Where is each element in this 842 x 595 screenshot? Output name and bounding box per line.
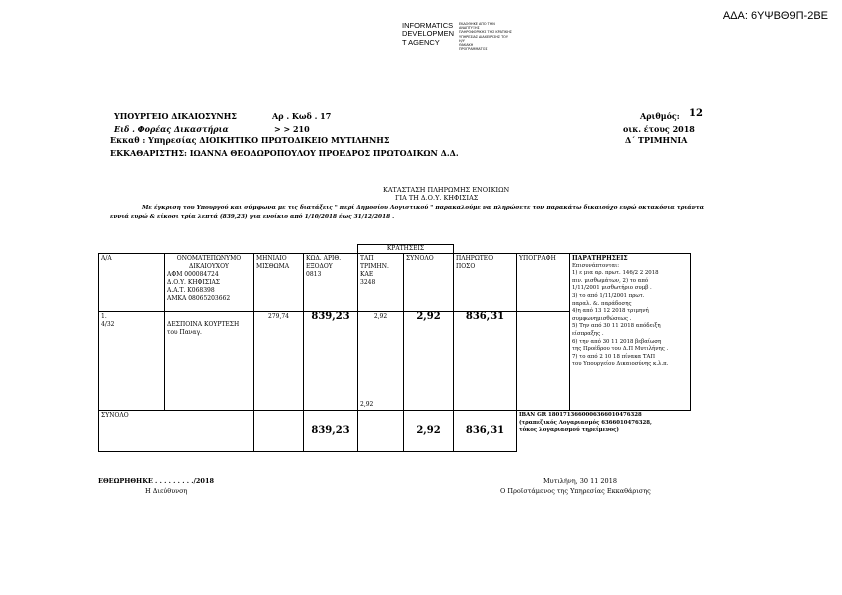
totals-monthly (254, 411, 304, 452)
remark-line: 1) ε μια αρ. πρωτ. 146/2 2 2018 (572, 270, 659, 277)
directorate-label: Η Διεύθυνση (145, 487, 188, 495)
remark-line: Επισυνάπτονται: (572, 262, 620, 269)
row-tap (358, 312, 404, 411)
col-total-header: ΣΥΝΟΛΟ (404, 254, 454, 312)
intro-line-1: Με έγκριση του Υπουργού και σύμφωνα με τις διατάξεις " περί Δημοσίου Λογιστικού " παρακαλούμε να πληρώσετε τον παρακάτω δικαιούχο ευρώ οκτακόσια τριάντα (142, 205, 705, 211)
row-name (165, 312, 254, 411)
number-value: 12 (689, 108, 703, 119)
beneficiary-amka: ΑΜΚΑ 08065203662 (167, 295, 231, 302)
remarks-cell (570, 254, 691, 411)
col-code-number: 0813 (306, 271, 322, 278)
code-label: Αρ . Κωδ . 17 (272, 111, 332, 121)
number-label: Αριθμός: (640, 111, 680, 121)
col-payable-header: ΠΛΗΡΩΤΕΟ ΠΟΣΟ (454, 254, 517, 312)
row-tap-bottom: 2,92 (360, 401, 374, 408)
intro-line-2: εννιά ευρώ & είκοσι τρία λεπτά (839,23) για ενοίκιο από 1/10/2018 έως 31/12/2018 . (110, 214, 395, 220)
totals-payable: 836,31 (454, 411, 517, 452)
beneficiary-id: Α.Α.Τ. Κ068398 (167, 287, 215, 294)
remark-line: παραλ. &. παράδοσης (572, 300, 632, 307)
verified-label: ΕΘΕΩΡΗΘΗΚΕ . . . . . . . . ./2018 (98, 477, 214, 485)
remark-line: 3) το από 1/11/2001 πρωτ. (572, 292, 645, 299)
remark-line: πιν. μισθωμάτων, 2) το από (572, 277, 649, 284)
col-tap-header (358, 254, 404, 312)
head-signature-label: Ο Προϊστάμενος της Υπηρεσίας Εκκαθάρισης (500, 487, 651, 495)
payment-table (98, 244, 691, 452)
logo-fine-line: ΠΡΟΓΡΑΜΜΑΤΟΣ (459, 47, 488, 52)
col-tap-number: 3248 (360, 279, 376, 286)
iban-line: τόκος λογαριασμού τηρείμενος) (519, 427, 619, 434)
fiscal-year: οικ. έτους 2018 (623, 124, 695, 134)
totals-amount: 839,23 (304, 411, 358, 452)
col-signature-header: ΥΠΟΓΡΑΦΗ (517, 254, 570, 312)
agency-logo (402, 22, 454, 47)
remark-line: 6) την από 30 11 2018 βεβαίωση (572, 338, 662, 345)
logo-line-3: T AGENCY (402, 37, 440, 47)
beneficiary-afm: ΑΦΜ 000084724 (167, 271, 219, 278)
logo-fine-line: ΕΚΔΟΘΗΚΕ ΑΠΟ ΤΗΝ (459, 22, 495, 26)
logo-fine-line: ΠΛΗΡΟΦΟΡΙΚΗΣ ΤΗΣ ΚΡΑΤΙΚΗΣ (459, 30, 512, 35)
remark-line: 7) το από 2 10 18 πίνακα ΤΑΠ (572, 353, 656, 360)
quarter: Δ΄ ΤΡΙΜΗΝΙΑ (625, 135, 688, 145)
row-aa (99, 312, 165, 411)
totals-row (99, 411, 691, 452)
row-total: 2,92 (404, 312, 454, 411)
row-signature (517, 312, 570, 411)
remark-line: του Υπουργείου Δικαιοσύνης κ.λ.π. (572, 361, 669, 368)
col-aa-header: Α/Α (99, 254, 165, 312)
remark-line: της Προέδρου του Δ.Π Μυτιλήνης . (572, 346, 669, 353)
logo-fine-line: ΥΠΗΡΕΣΙΑΣ ΔΙΑΧΕΙΡΙΣΗΣ ΤΟΥ (459, 34, 508, 39)
logo-fine-line: ΘΑΚΑΚΗ (459, 43, 474, 48)
carrier-range: > > 210 (274, 124, 310, 134)
totals-label-cell (99, 411, 254, 452)
special-carrier: Ειδ . Φορέας Δικαστήρια (114, 124, 229, 134)
col-code-title: ΚΩΔ. ΑΡΙΘ. ΕΞΟΔΟΥ (306, 255, 342, 270)
place-date: Μυτιλήνη, 30 11 2018 (543, 477, 617, 485)
iban-cell (517, 411, 691, 452)
totals-total: 2,92 (404, 411, 454, 452)
totals-label: ΣΥΝΟΛΟ (101, 412, 129, 419)
beneficiary-name: ΔΕΣΠΟΙΝΑ ΚΟΥΡΤΕΣΗ του Παναγ. (167, 321, 240, 336)
service-name: Εκκαθ : Υπηρεσίας ΔΙΟΙΚΗΤΙΚΟ ΠΡΩΤΟΔΙΚΕΙΟ ΜΥΤΙΛΗΝΗΣ (110, 135, 390, 145)
row-amount: 839,23 (304, 312, 358, 411)
totals-tap (358, 411, 404, 452)
logo-line-1: INFORMATICS (402, 21, 454, 30)
logo-line-2: DEVELOPMEN (402, 29, 455, 39)
row-aa-sub: 4/32 (101, 321, 115, 328)
iban-line: IBAN GR 1801713660006366010476328 (519, 412, 642, 418)
logo-fine-line: Η/Υ (459, 38, 465, 43)
ministry-name: ΥΠΟΥΡΓΕΙΟ ΔΙΚΑΙΟΣΥΝΗΣ (114, 111, 237, 121)
beneficiary-doy: Δ.Ο.Υ. ΚΗΦΙΣΙΑΣ (167, 279, 221, 286)
ada-code: ΑΔΑ: 6ΥΨΒΘ9Π-2ΒΕ (722, 10, 828, 22)
document-subtitle: ΓΙΑ ΤΗ Δ.Ο.Υ. ΚΗΦΙΣΙΑΣ (395, 194, 479, 202)
row-tap-value: 2,92 (373, 313, 388, 320)
col-monthly-header: ΜΗΝΙΑΙΟ ΜΙΣΘΩΜΑ (254, 254, 304, 312)
remark-line: είσπραξης . (572, 330, 604, 337)
col-tap-title: ΤΑΠ ΤΡΙΜΗΝ. ΚΑΕ (360, 255, 389, 278)
iban-line: (τραπεζικός Λογαριασμός 6366010476328, (519, 419, 652, 426)
row-payable: 836,31 (454, 312, 517, 411)
remark-line: 4)η από 13 12 2018 τριμηνή (572, 308, 649, 315)
row-monthly: 279,74 (254, 312, 304, 411)
col-remarks-header: ΠΑΡΑΤΗΡΗΣΕΙΣ (572, 255, 628, 262)
document-title: ΚΑΤΑΣΤΑΣΗ ΠΛΗΡΩΜΗΣ ΕΝΟΙΚΙΩΝ (383, 186, 510, 194)
logo-fine-line: ΑΝΑΠΤΥΞΗΣ (459, 26, 480, 31)
liquidator: ΕΚΚΑΘΑΡΙΣΤΗΣ: ΙΩΑΝΝΑ ΘΕΟΔΩΡΟΠΟΥΛΟΥ ΠΡΟΕΔΡΟΣ ΠΡΩΤΟΔΙΚΩΝ Δ.Δ. (110, 148, 459, 158)
deductions-header: ΚΡΑΤΗΣΕΙΣ (358, 245, 454, 254)
col-name-header (165, 254, 254, 312)
row-aa-number: 1. (101, 313, 107, 320)
col-code-header (304, 254, 358, 312)
logo-fine-print (459, 22, 512, 51)
remark-line: συμφωνημισθώσεως . (572, 315, 632, 322)
remark-line: 5) Την από 30 11 2018 απόδειξη (572, 323, 661, 330)
col-name-title: ΟΝΟΜΑΤΕΠΩΝΥΜΟ ΔΙΚΑΙΟΥΧΟΥ (176, 255, 242, 270)
remark-line: 1/11/2001 μισθωτήριο συμβ . (572, 285, 652, 292)
